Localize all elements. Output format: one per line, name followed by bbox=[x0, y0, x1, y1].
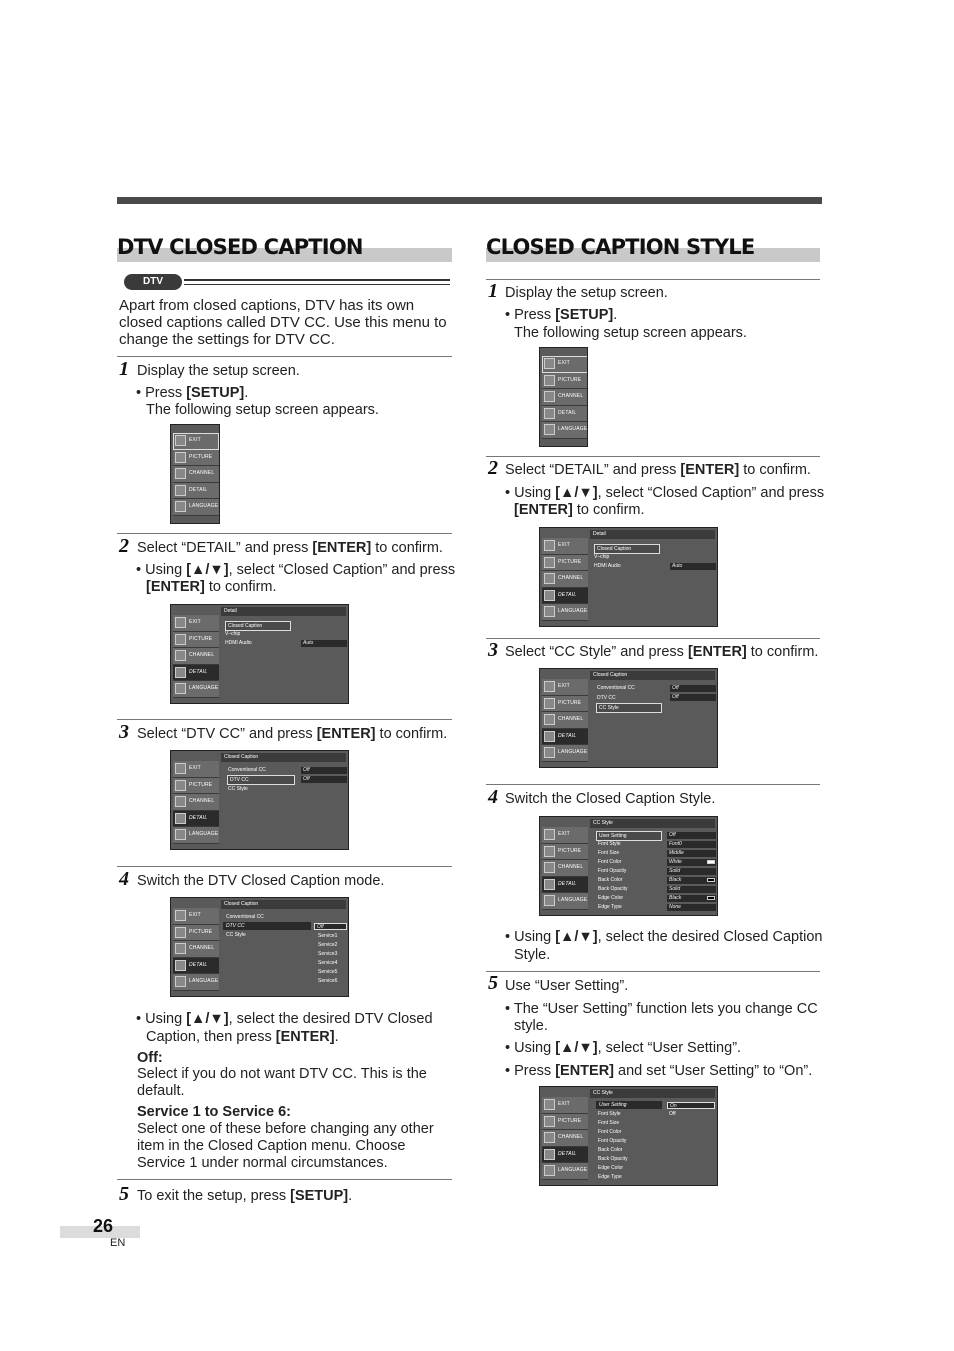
step-text: Use “User Setting”. bbox=[505, 978, 629, 994]
language-icon bbox=[544, 424, 555, 435]
picture-icon bbox=[175, 780, 186, 791]
step-text: To exit the setup, press [SETUP]. bbox=[137, 1188, 353, 1204]
picture-icon bbox=[544, 698, 555, 709]
user-setting-screen: EXIT PICTURE CHANNEL DETAIL LANGUAGE CC Style User Setting Font Style Font Size Font Color Font Opacity Back Color Back Opacity Edge Color Edge Type On Off bbox=[539, 1086, 718, 1186]
language-icon bbox=[175, 829, 186, 840]
channel-icon bbox=[544, 1132, 555, 1143]
picture-icon bbox=[544, 557, 555, 568]
step-number: 4 bbox=[488, 786, 498, 808]
bullet-text: The following setup screen appears. bbox=[514, 325, 747, 341]
picture-icon bbox=[544, 375, 555, 386]
detail-icon bbox=[544, 408, 555, 419]
intro-text: Apart from closed captions, DTV has its own closed captions called DTV CC. Use this menu to change the settings for DTV CC. bbox=[119, 297, 447, 348]
menu-item-channel: CHANNEL bbox=[173, 466, 219, 483]
channel-icon bbox=[175, 796, 186, 807]
step-number: 4 bbox=[119, 868, 129, 890]
detail-icon bbox=[175, 813, 186, 824]
step-number: 1 bbox=[119, 358, 129, 380]
bullet-text: • Using [▲/▼], select “Closed Caption” and press bbox=[505, 485, 825, 501]
bullet-text: • Press [SETUP]. bbox=[505, 307, 618, 323]
step-text: Select “DETAIL” and press [ENTER] to confirm. bbox=[137, 540, 443, 556]
top-rule bbox=[117, 197, 822, 204]
dtv-cc-screen: EXIT PICTURE CHANNEL DETAIL LANGUAGE Closed Caption Conventional CC DTV CC CC Style Off Service1 Service2 Service3 Service4 Service5 Service6 bbox=[170, 897, 349, 997]
exit-icon bbox=[175, 910, 186, 921]
detail-icon bbox=[544, 879, 555, 890]
exit-icon bbox=[544, 829, 555, 840]
channel-icon bbox=[175, 650, 186, 661]
bullet-text: • Using [▲/▼], select “Closed Caption” and press bbox=[136, 562, 456, 578]
exit-icon bbox=[544, 1099, 555, 1110]
bullet-text: The following setup screen appears. bbox=[146, 402, 379, 418]
step-number: 3 bbox=[488, 639, 498, 661]
bullet-text: • Press [SETUP]. bbox=[136, 385, 249, 401]
option-label-service: Service 1 to Service 6: bbox=[137, 1104, 291, 1120]
channel-icon bbox=[544, 391, 555, 402]
bullet-text: [ENTER] to confirm. bbox=[146, 579, 277, 595]
closed-caption-screen: EXIT PICTURE CHANNEL DETAIL LANGUAGE Closed Caption Conventional CC DTV CC CC Style Off Off bbox=[170, 750, 349, 850]
detail-screen: EXIT PICTURE CHANNEL DETAIL LANGUAGE Detail Closed Caption V–chip HDMI Audio Auto bbox=[170, 604, 349, 704]
channel-icon bbox=[544, 573, 555, 584]
language-icon bbox=[175, 683, 186, 694]
menu-item-picture: PICTURE bbox=[173, 450, 219, 467]
bullet-text: Style. bbox=[514, 947, 551, 963]
bullet-text: style. bbox=[514, 1018, 548, 1034]
option-text-off: Select if you do not want DTV CC. This is the default. bbox=[137, 1066, 427, 1099]
detail-icon bbox=[544, 1149, 555, 1160]
step-text: Display the setup screen. bbox=[137, 363, 300, 379]
divider bbox=[117, 533, 452, 534]
divider bbox=[117, 1179, 452, 1180]
detail-icon bbox=[175, 667, 186, 678]
step-text: Select “DETAIL” and press [ENTER] to confirm. bbox=[505, 462, 811, 478]
channel-icon bbox=[175, 943, 186, 954]
language-icon bbox=[544, 895, 555, 906]
detail-screen: EXIT PICTURE CHANNEL DETAIL LANGUAGE Detail Closed Caption V–chip HDMI Audio Auto bbox=[539, 527, 718, 627]
step-number: 2 bbox=[119, 535, 129, 557]
picture-icon bbox=[544, 846, 555, 857]
detail-icon bbox=[175, 960, 186, 971]
language-code: EN bbox=[110, 1237, 126, 1249]
menu-item-detail: DETAIL bbox=[173, 483, 219, 500]
language-icon bbox=[544, 747, 555, 758]
bullet-text: • The “User Setting” function lets you change CC bbox=[505, 1001, 818, 1017]
language-icon bbox=[175, 501, 186, 512]
language-icon bbox=[175, 976, 186, 987]
bullet-text: • Using [▲/▼], select “User Setting”. bbox=[505, 1040, 742, 1056]
step-text: Select “DTV CC” and press [ENTER] to confirm. bbox=[137, 726, 448, 742]
section-heading: CLOSED CAPTION STYLE bbox=[486, 235, 755, 259]
detail-icon bbox=[544, 590, 555, 601]
exit-icon bbox=[544, 358, 555, 369]
option-label-off: Off: bbox=[137, 1050, 163, 1066]
channel-icon bbox=[544, 862, 555, 873]
picture-icon bbox=[175, 927, 186, 938]
option-text-service: Select one of these before changing any other item in the Closed Caption menu. Choose Service 1 under normal circumstances. bbox=[137, 1121, 434, 1171]
exit-icon bbox=[175, 763, 186, 774]
step-text: Display the setup screen. bbox=[505, 285, 668, 301]
detail-icon bbox=[175, 485, 186, 496]
page-number: 26 bbox=[93, 1216, 114, 1236]
divider bbox=[117, 719, 452, 720]
bullet-text: • Using [▲/▼], select the desired DTV Closed bbox=[136, 1011, 433, 1027]
picture-icon bbox=[175, 452, 186, 463]
divider bbox=[117, 356, 452, 357]
divider bbox=[486, 638, 820, 639]
closed-caption-screen: EXIT PICTURE CHANNEL DETAIL LANGUAGE Closed Caption Conventional CC DTV CC CC Style Off Off bbox=[539, 668, 718, 768]
divider bbox=[486, 279, 820, 280]
step-number: 3 bbox=[119, 721, 129, 743]
exit-icon bbox=[175, 435, 186, 446]
bullet-text: • Press [ENTER] and set “User Setting” to “On”. bbox=[505, 1063, 813, 1079]
step-text: Switch the Closed Caption Style. bbox=[505, 791, 716, 807]
bullet-text: Caption, then press [ENTER]. bbox=[146, 1029, 339, 1045]
section-title-cc-style bbox=[486, 235, 820, 262]
bullet-text: • Using [▲/▼], select the desired Closed Caption bbox=[505, 929, 823, 945]
exit-icon bbox=[544, 681, 555, 692]
menu-item-exit: EXIT bbox=[173, 433, 219, 450]
cc-style-screen: EXIT PICTURE CHANNEL DETAIL LANGUAGE CC Style User Setting Font Style Font Size Font Color Font Opacity Back Color Back Opacity Edge Color Edge Type Off Font0 Middle White Solid Black Solid Black None bbox=[539, 816, 718, 916]
picture-icon bbox=[544, 1116, 555, 1127]
page-title: DTV CLOSED CAPTION bbox=[117, 235, 363, 259]
language-icon bbox=[544, 1165, 555, 1176]
section-title-dtv-cc bbox=[117, 235, 452, 262]
exit-icon bbox=[175, 617, 186, 628]
divider bbox=[486, 971, 820, 972]
menu-item-language: LANGUAGE bbox=[173, 499, 219, 516]
detail-icon bbox=[544, 731, 555, 742]
step-text: Select “CC Style” and press [ENTER] to confirm. bbox=[505, 644, 819, 660]
channel-icon bbox=[544, 714, 555, 725]
exit-icon bbox=[544, 540, 555, 551]
bullet-text: [ENTER] to confirm. bbox=[514, 502, 645, 518]
step-number: 5 bbox=[488, 972, 498, 994]
setup-menu-screen bbox=[170, 424, 220, 524]
setup-menu-screen: EXIT PICTURE CHANNEL DETAIL LANGUAGE bbox=[539, 347, 588, 447]
divider bbox=[117, 866, 452, 867]
channel-icon bbox=[175, 468, 186, 479]
step-number: 1 bbox=[488, 280, 498, 302]
picture-icon bbox=[175, 634, 186, 645]
step-text: Switch the DTV Closed Caption mode. bbox=[137, 873, 385, 889]
divider bbox=[486, 456, 820, 457]
language-icon bbox=[544, 606, 555, 617]
divider bbox=[486, 784, 820, 785]
dtv-badge: DTV bbox=[124, 274, 182, 290]
step-number: 5 bbox=[119, 1183, 129, 1205]
step-number: 2 bbox=[488, 457, 498, 479]
badge-rule bbox=[184, 279, 450, 285]
